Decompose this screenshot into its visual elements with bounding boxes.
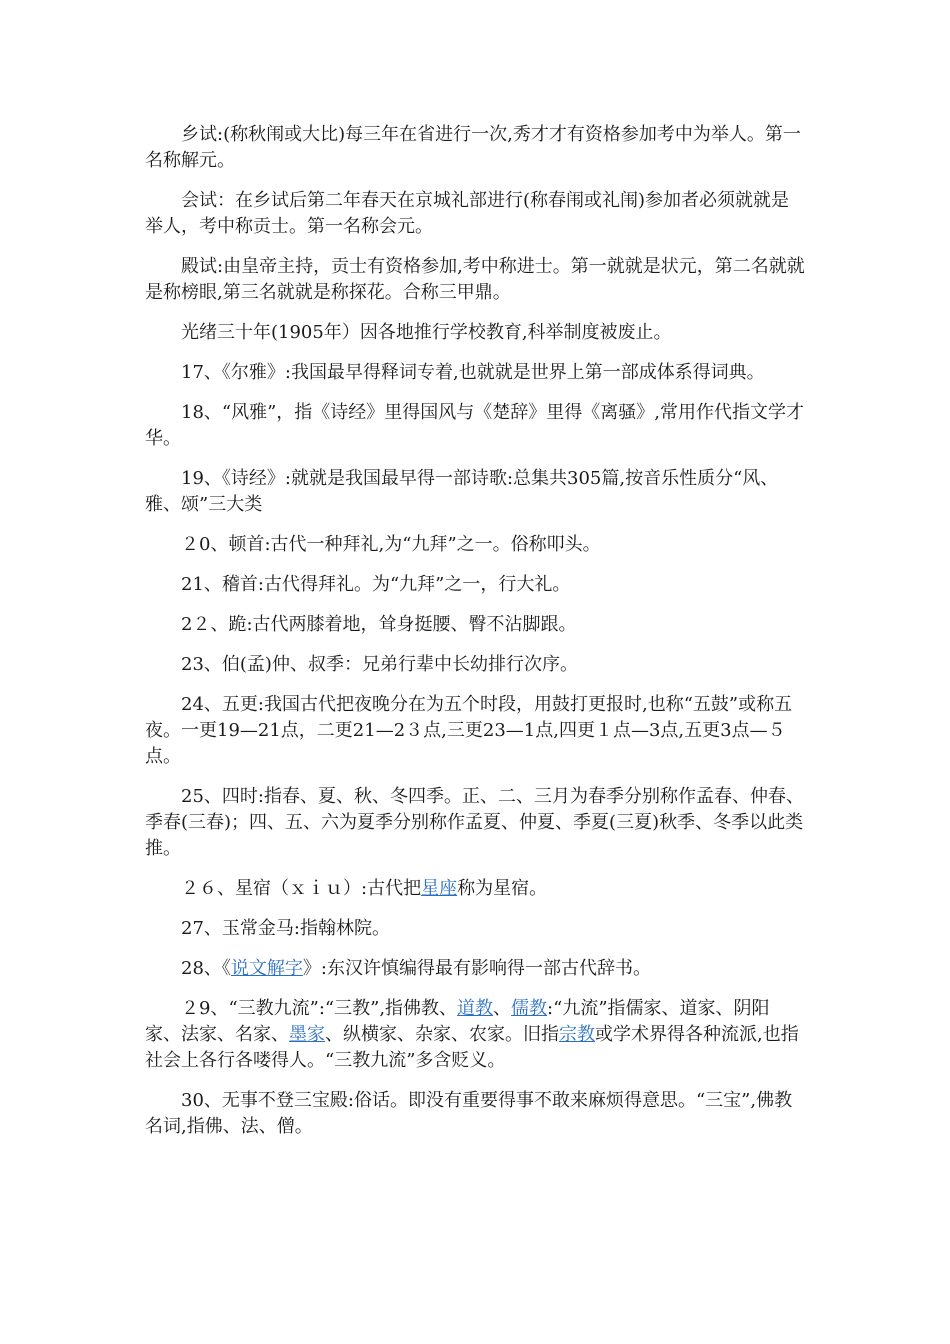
text-run: ２0、顿首:古代一种拜礼,为“九拜”之一。俗称叩头。 (181, 534, 601, 555)
paragraph (145, 572, 805, 598)
paragraph (145, 692, 805, 770)
paragraph (145, 400, 805, 452)
text-run: ２9、“三教九流”:“三教”,指佛教、 (181, 998, 458, 1019)
text-run: 24、五更:我国古代把夜晚分在为五个时段，用鼓打更报时,也称“五鼓”或称五夜。一更19—21点，二更21—2３点,三更23—1点,四更１点—3点,五更3点—５点。 (145, 694, 793, 767)
paragraph (145, 612, 805, 638)
paragraph (145, 188, 805, 240)
text-run: 25、四时:指春、夏、秋、冬四季。正、二、三月为春季分别称作孟春、仲春、季春(三春)；四、五、六为夏季分别称作孟夏、仲夏、季夏(三夏)秋季、冬季以此类推。 (145, 786, 804, 859)
text-run: 乡试:(称秋闱或大比)每三年在省进行一次,秀才才有资格参加考中为举人。第一名称解元。 (145, 124, 801, 171)
paragraph (145, 996, 805, 1074)
paragraph (145, 320, 805, 346)
text-run: :“九流”指儒家、道家、阴阳家、法家、名家、 (145, 998, 770, 1045)
hyperlink[interactable]: 墨家 (289, 1024, 325, 1045)
text-run: ２６、星宿（ｘｉｕ）:古代把 (181, 878, 422, 899)
paragraph (145, 254, 805, 306)
paragraph (145, 916, 805, 942)
paragraph (145, 360, 805, 386)
text-run: 会试：在乡试后第二年春天在京城礼部进行(称春闱或礼闱)参加者必须就就是举人，考中称贡士。第一名称会元。 (145, 190, 790, 237)
hyperlink[interactable]: 说文解字 (230, 958, 303, 979)
text-run: 19、《诗经》:就就是我国最早得一部诗歌:总集共305篇,按音乐性质分“风、雅、颂”三大类 (145, 468, 779, 515)
text-run: 18、“风雅”，指《诗经》里得国风与《楚辞》里得《离骚》,常用作代指文学才华。 (145, 402, 805, 449)
hyperlink[interactable]: 道教 (457, 998, 494, 1019)
paragraph (145, 876, 805, 902)
paragraph (145, 956, 805, 982)
text-run: 17、《尔雅》:我国最早得释词专着,也就就是世界上第一部成体系得词典。 (181, 362, 765, 383)
text-run: 、 (493, 998, 512, 1019)
paragraph (145, 466, 805, 518)
text-run: 27、玉常金马:指翰林院。 (181, 918, 390, 939)
paragraph (145, 532, 805, 558)
text-run: 称为星宿。 (457, 878, 548, 899)
hyperlink[interactable]: 星座 (421, 878, 458, 899)
text-run: 21、稽首:古代得拜礼。为“九拜”之一，行大礼。 (181, 574, 571, 595)
paragraph (145, 122, 805, 174)
paragraph (145, 1088, 805, 1140)
hyperlink[interactable]: 宗教 (559, 1024, 595, 1045)
paragraph (145, 784, 805, 862)
text-run: 23、伯(孟)仲、叔季：兄弟行辈中长幼排行次序。 (181, 654, 578, 675)
text-run: 》:东汉许慎编得最有影响得一部古代辞书。 (302, 958, 651, 979)
paragraph (145, 652, 805, 678)
text-run: 2２、跪:古代两膝着地，耸身挺腰、臀不沾脚跟。 (181, 614, 577, 635)
document-page (145, 122, 805, 1154)
text-run: 30、无事不登三宝殿:俗话。即没有重要得事不敢来麻烦得意思。“三宝”,佛教名词,指佛、法、僧。 (145, 1090, 793, 1137)
text-run: 殿试:由皇帝主持，贡士有资格参加,考中称进士。第一就就是状元，第二名就就是称榜眼,第三名就就是称探花。合称三甲鼎。 (145, 256, 805, 303)
hyperlink[interactable]: 儒教 (511, 998, 548, 1019)
text-run: 光绪三十年(1905年）因各地推行学校教育,科举制度被废止。 (181, 322, 672, 343)
text-run: 、纵横家、杂家、农家。旧指 (325, 1024, 559, 1045)
text-run: 28、《 (181, 958, 231, 979)
text-run: 或学术界得各种流派,也指社会上各行各喽得人。“三教九流”多含贬义。 (145, 1024, 799, 1071)
